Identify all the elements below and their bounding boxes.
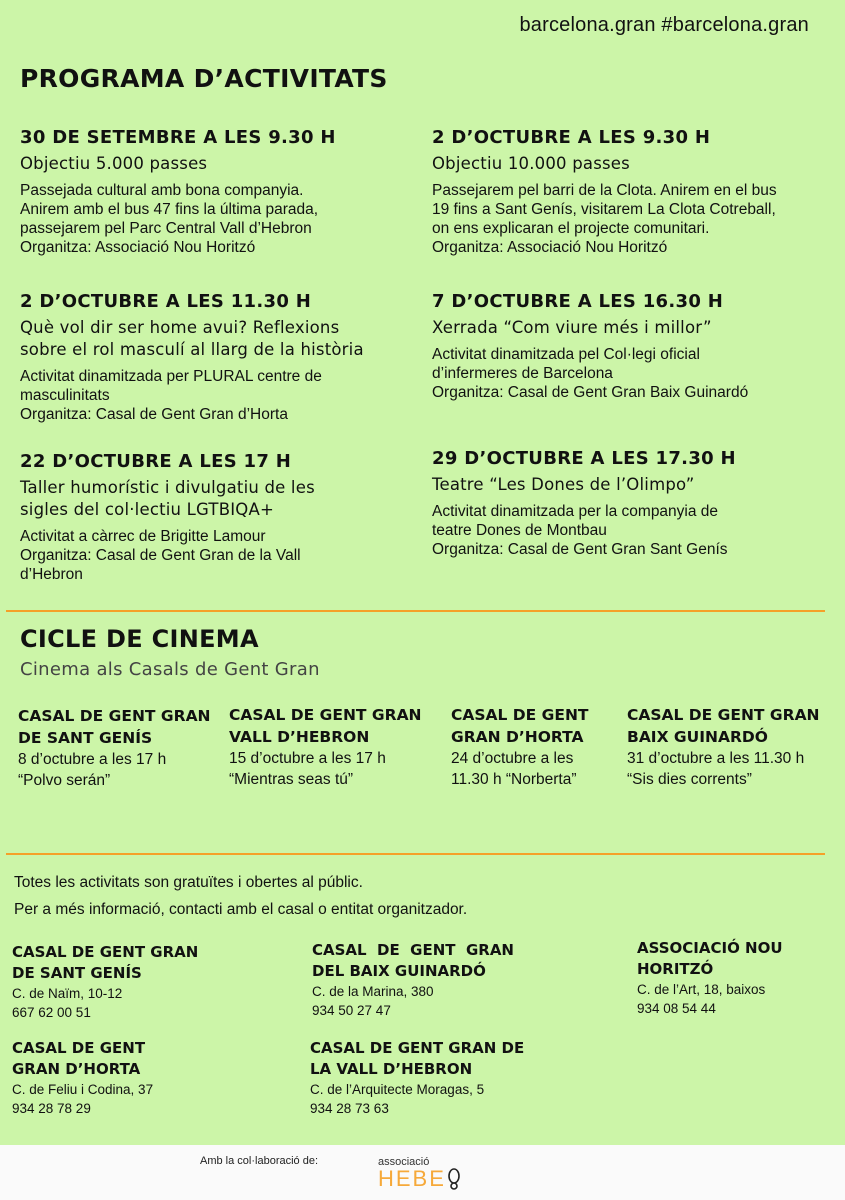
activity-subtitle: Teatre “Les Dones de l’Olimpo” bbox=[432, 475, 695, 494]
contact-address: C. de la Marina, 380 bbox=[312, 984, 434, 999]
section-divider bbox=[6, 853, 825, 855]
desc-line: Anirem amb el bus 47 fins la última parada, bbox=[20, 201, 319, 218]
contact-name: DE SANT GENÍS bbox=[12, 964, 142, 982]
page-title: PROGRAMA D’ACTIVITATS bbox=[20, 64, 388, 93]
contact-phone: 934 28 73 63 bbox=[310, 1101, 389, 1116]
contact-name: GRAN D’HORTA bbox=[12, 1060, 141, 1078]
subtitle-line: Què vol dir ser home avui? Reflexions bbox=[20, 318, 340, 337]
activity-description bbox=[432, 345, 832, 402]
subtitle-line: sobre el rol masculí al llarg de la història bbox=[20, 340, 364, 359]
cinema-venue: CASAL DE GENT GRAN bbox=[229, 706, 422, 724]
desc-line: d’Hebron bbox=[20, 566, 83, 583]
header-hashtag: barcelona.gran #barcelona.gran bbox=[519, 14, 809, 36]
activity-description bbox=[20, 527, 410, 584]
desc-line: Activitat dinamitzada pel Col·legi oficial bbox=[432, 346, 700, 363]
contact-phone: 934 28 78 29 bbox=[12, 1101, 91, 1116]
contact-address: C. de Feliu i Codina, 37 bbox=[12, 1082, 154, 1097]
cinema-date: 8 d’octubre a les 17 h bbox=[18, 751, 167, 768]
desc-line: Passejarem pel barri de la Clota. Anirem en el bus bbox=[432, 182, 777, 199]
footer-line: Totes les activitats son gratuïtes i obertes al públic. bbox=[14, 874, 363, 891]
contact-address: C. de l’Art, 18, baixos bbox=[637, 982, 766, 997]
contact-nou-horitzo bbox=[637, 938, 783, 1018]
activity-description bbox=[20, 367, 410, 424]
desc-line: teatre Dones de Montbau bbox=[432, 522, 607, 539]
cinema-venue: CASAL DE GENT GRAN bbox=[18, 707, 211, 725]
cinema-item-vall-hebron bbox=[229, 704, 422, 790]
activity-1 bbox=[20, 126, 410, 257]
desc-line: passejarem pel Parc Central Vall d’Hebron bbox=[20, 220, 312, 237]
organizer-line: Organitza: Associació Nou Horitzó bbox=[432, 239, 668, 256]
cinema-film: “Polvo serán” bbox=[18, 772, 111, 789]
contact-name: ASSOCIACIÓ NOU bbox=[637, 939, 783, 957]
organizer-line: Organitza: Casal de Gent Gran Baix Guinardó bbox=[432, 384, 749, 401]
footer-line: Per a més informació, contacti amb el casal o entitat organitzador. bbox=[14, 901, 468, 918]
section-divider bbox=[6, 610, 825, 612]
organizer-line: Organitza: Casal de Gent Gran d’Horta bbox=[20, 406, 288, 423]
footprint-icon bbox=[446, 1168, 462, 1190]
cinema-venue: CASAL DE GENT GRAN bbox=[627, 706, 820, 724]
cinema-venue: VALL D’HEBRON bbox=[229, 728, 370, 746]
activity-title: 30 DE SETEMBRE A LES 9.30 H bbox=[20, 127, 336, 148]
cinema-venue: CASAL DE GENT bbox=[451, 706, 589, 724]
cinema-date: 31 d’octubre a les 11.30 h bbox=[627, 750, 805, 767]
contact-name: CASAL DE GENT GRAN bbox=[312, 941, 514, 959]
desc-line: masculinitats bbox=[20, 387, 110, 404]
desc-line: on ens explicaran el projecte comunitari. bbox=[432, 220, 710, 237]
desc-line: Activitat a càrrec de Brigitte Lamour bbox=[20, 528, 266, 545]
subtitle-line: sigles del col·lectiu LGTBIQA+ bbox=[20, 500, 274, 519]
contact-vall-hebron bbox=[310, 1038, 524, 1118]
activity-description bbox=[20, 181, 410, 257]
desc-line: Activitat dinamitzada per la companyia de bbox=[432, 503, 719, 520]
activity-4 bbox=[432, 290, 832, 402]
contact-horta bbox=[12, 1038, 153, 1118]
cinema-item-horta bbox=[451, 704, 589, 790]
activity-description bbox=[432, 502, 832, 559]
logo-small-text: associació bbox=[378, 1156, 430, 1168]
activity-subtitle bbox=[20, 477, 410, 521]
cinema-date: 24 d’octubre a les bbox=[451, 750, 574, 767]
contact-name: CASAL DE GENT GRAN bbox=[12, 943, 199, 961]
logo-big-text: HEBE bbox=[378, 1166, 446, 1191]
cinema-film: “Sis dies corrents” bbox=[627, 771, 752, 788]
contact-baix-guinardo bbox=[312, 940, 514, 1020]
collaboration-label: Amb la col·laboració de: bbox=[200, 1155, 319, 1167]
desc-line: Activitat dinamitzada per PLURAL centre de bbox=[20, 368, 322, 385]
activity-6 bbox=[432, 447, 832, 559]
activity-description bbox=[432, 181, 832, 257]
contact-address: C. de Naïm, 10-12 bbox=[12, 986, 123, 1001]
cinema-item-sant-genis bbox=[18, 705, 211, 791]
contact-sant-genis bbox=[12, 942, 198, 1022]
activity-subtitle: Objectiu 10.000 passes bbox=[432, 154, 630, 173]
activity-title: 2 D’OCTUBRE A LES 11.30 H bbox=[20, 291, 312, 312]
hebe-logo bbox=[378, 1156, 462, 1190]
activity-title: 2 D’OCTUBRE A LES 9.30 H bbox=[432, 127, 711, 148]
contact-name: HORITZÓ bbox=[637, 960, 714, 978]
activity-title: 22 D’OCTUBRE A LES 17 H bbox=[20, 451, 292, 472]
organizer-line: Organitza: Casal de Gent Gran de la Vall bbox=[20, 547, 301, 564]
activity-subtitle bbox=[20, 317, 410, 361]
contact-phone: 934 08 54 44 bbox=[637, 1001, 716, 1016]
desc-line: 19 fins a Sant Genís, visitarem La Clota Cotreball, bbox=[432, 201, 776, 218]
cinema-subtitle: Cinema als Casals de Gent Gran bbox=[20, 659, 320, 680]
activity-5 bbox=[20, 450, 410, 584]
cinema-title: CICLE DE CINEMA bbox=[20, 625, 259, 653]
cinema-item-baix-guinardo bbox=[627, 704, 820, 790]
cinema-venue: DE SANT GENÍS bbox=[18, 729, 153, 747]
subtitle-line: Taller humorístic i divulgatiu de les bbox=[20, 478, 315, 497]
activity-subtitle: Objectiu 5.000 passes bbox=[20, 154, 208, 173]
activity-2 bbox=[432, 126, 832, 257]
desc-line: d’infermeres de Barcelona bbox=[432, 365, 613, 382]
desc-line: Passejada cultural amb bona companyia. bbox=[20, 182, 304, 199]
contact-name: DEL BAIX GUINARDÓ bbox=[312, 962, 486, 980]
contact-name: CASAL DE GENT GRAN DE bbox=[310, 1039, 525, 1057]
activity-title: 29 D’OCTUBRE A LES 17.30 H bbox=[432, 448, 736, 469]
cinema-date: 15 d’octubre a les 17 h bbox=[229, 750, 386, 767]
organizer-line: Organitza: Associació Nou Horitzó bbox=[20, 239, 256, 256]
organizer-line: Organitza: Casal de Gent Gran Sant Genís bbox=[432, 541, 728, 558]
contact-phone: 667 62 00 51 bbox=[12, 1005, 91, 1020]
contact-phone: 934 50 27 47 bbox=[312, 1003, 391, 1018]
cinema-film: “Mientras seas tú” bbox=[229, 771, 354, 788]
contact-address: C. de l’Arquitecte Moragas, 5 bbox=[310, 1082, 485, 1097]
cinema-venue: BAIX GUINARDÓ bbox=[627, 728, 768, 746]
cinema-film: 11.30 h “Norberta” bbox=[451, 771, 577, 788]
activity-subtitle: Xerrada “Com viure més i millor” bbox=[432, 318, 712, 337]
contact-name: LA VALL D’HEBRON bbox=[310, 1060, 473, 1078]
activity-title: 7 D’OCTUBRE A LES 16.30 H bbox=[432, 291, 724, 312]
footer-info bbox=[14, 869, 467, 923]
cinema-venue: GRAN D’HORTA bbox=[451, 728, 584, 746]
activity-3 bbox=[20, 290, 410, 424]
contact-name: CASAL DE GENT bbox=[12, 1039, 146, 1057]
